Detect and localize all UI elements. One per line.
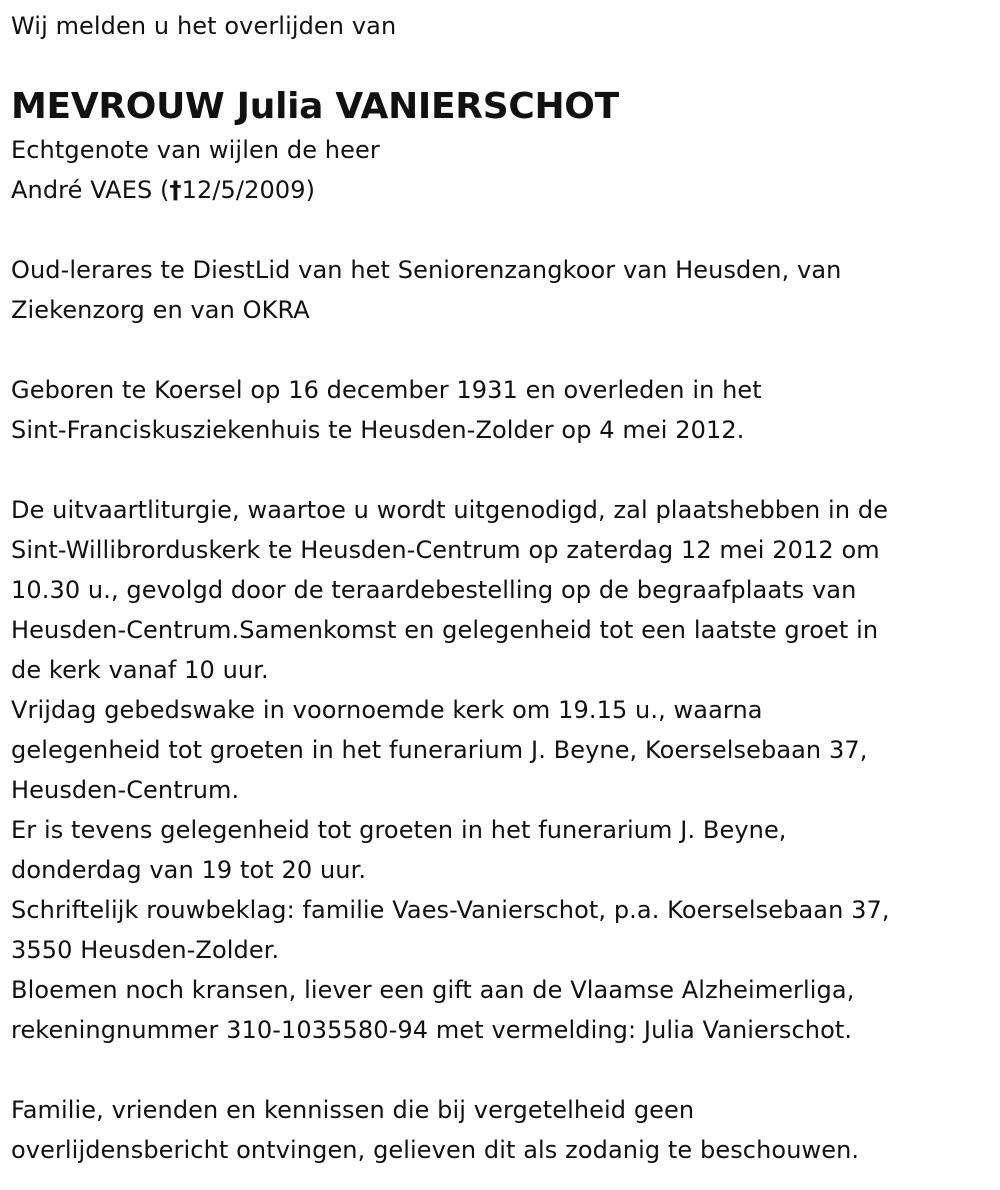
spacer — [11, 210, 991, 250]
paragraph-line: Bloemen noch kransen, liever een gift aan de Vlaamse Alzheimerliga, — [11, 976, 855, 1004]
paragraph-line: Vrijdag gebedswake in voornoemde kerk om 19.15 u., waarna — [11, 696, 763, 724]
spouse-death-date: 12/5/2009) — [181, 176, 316, 204]
paragraph-line: 10.30 u., gevolgd door de teraardebestelling op de begraafplaats van — [11, 576, 857, 604]
paragraph-line: overlijdensbericht ontvingen, gelieven dit als zodanig te beschouwen. — [11, 1136, 860, 1164]
paragraph-line: Familie, vrienden en kennissen die bij vergetelheid geen — [11, 1096, 695, 1124]
paragraph-line: Ziekenzorg en van OKRA — [11, 296, 310, 324]
paragraph-line: rekeningnummer 310-1035580-94 met vermelding: Julia Vanierschot. — [11, 1016, 853, 1044]
spacer — [11, 450, 991, 490]
spouse-name: André VAES ( — [11, 176, 170, 204]
paragraph-line: de kerk vanaf 10 uur. — [11, 656, 269, 684]
cross-icon: † — [169, 176, 182, 204]
paragraph-line: 3550 Heusden-Zolder. — [11, 936, 280, 964]
paragraph-line: donderdag van 19 tot 20 uur. — [11, 856, 367, 884]
birth-death-paragraph — [11, 370, 991, 450]
spouse-line: Echtgenote van wijlen de heer — [11, 136, 380, 164]
spouse-name-line — [11, 170, 991, 210]
spacer — [11, 330, 991, 370]
paragraph-line: Er is tevens gelegenheid tot groeten in het funerarium J. Beyne, — [11, 816, 787, 844]
intro-text: Wij melden u het overlijden van — [11, 12, 397, 40]
paragraph-line: De uitvaartliturgie, waartoe u wordt uitgenodigd, zal plaatshebben in de — [11, 496, 889, 524]
paragraph-line: Geboren te Koersel op 16 december 1931 en overleden in het — [11, 376, 762, 404]
paragraph-line: Heusden-Centrum.Samenkomst en gelegenheid tot een laatste groet in — [11, 616, 879, 644]
paragraph-line: Oud-lerares te DiestLid van het Seniorenzangkoor van Heusden, van — [11, 256, 842, 284]
paragraph-line: gelegenheid tot groeten in het funerarium J. Beyne, Koerselsebaan 37, — [11, 736, 868, 764]
paragraph-line: Heusden-Centrum. — [11, 776, 240, 804]
death-notice — [11, 6, 991, 1170]
funeral-paragraph — [11, 490, 991, 1050]
paragraph-line: Sint-Franciskusziekenhuis te Heusden-Zolder op 4 mei 2012. — [11, 416, 745, 444]
spacer — [11, 1050, 991, 1090]
paragraph-line: Schriftelijk rouwbeklag: familie Vaes-Vanierschot, p.a. Koerselsebaan 37, — [11, 896, 890, 924]
occupation-paragraph — [11, 250, 991, 330]
paragraph-line: Sint-Willibrorduskerk te Heusden-Centrum op zaterdag 12 mei 2012 om — [11, 536, 880, 564]
closing-paragraph — [11, 1090, 991, 1170]
deceased-name: MEVROUW Julia VANIERSCHOT — [11, 86, 619, 127]
